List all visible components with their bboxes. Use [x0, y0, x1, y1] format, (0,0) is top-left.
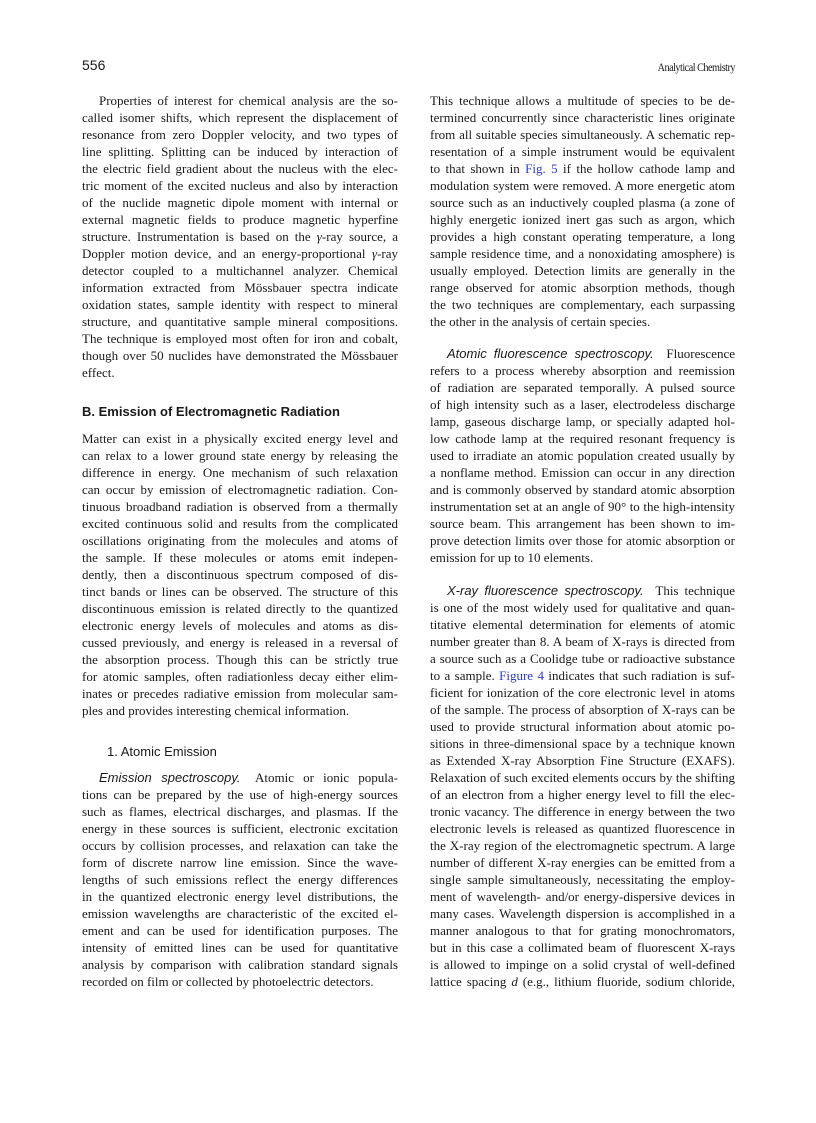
text-run: This technique	[649, 583, 735, 598]
text-line: ement and can be used for identification purposes. The	[82, 923, 398, 938]
paragraph-mossbauer-properties	[82, 92, 398, 381]
text-line: as Extended X-ray Absorption Fine Structure (EXAFS).	[430, 753, 735, 768]
text-line: the other in the analysis of certain species.	[430, 314, 651, 329]
text-line: tinuous broadband radiation is observed from a thermally	[82, 499, 398, 514]
text-line: of high intensity such as a laser, electrodeless discharge	[430, 397, 735, 412]
text-line: tions can be prepared by the use of high-energy sources	[82, 787, 398, 802]
text-line: for atomic samples, often radiationless decay either elim-	[82, 669, 398, 684]
text-line: termined concurrently since characteristic lines originate	[430, 110, 735, 125]
text-line: provides a high constant operating temperature, a long	[430, 229, 735, 244]
figure-link[interactable]: Fig. 5	[525, 161, 558, 176]
text-line: titative elemental determination for elements of atomic	[430, 617, 735, 632]
text-line: tronic vacancy. The difference in energy between the two	[430, 804, 735, 819]
text-line: number greater than 8. A beam of X-rays is directed from	[430, 634, 735, 649]
text-line: range observed for atomic absorption methods, though	[430, 280, 735, 295]
text-line: lengths of such emissions reflect the energy differences	[82, 872, 398, 887]
math-variable: γ	[316, 229, 322, 244]
paragraph-emission-spectroscopy	[82, 769, 398, 990]
text-line: the electric field gradient about the nucleus with the elec-	[82, 161, 398, 176]
text-line: of the sample. The process of absorption of X-rays can be	[430, 702, 735, 717]
paragraph-icp-technique	[430, 92, 735, 330]
text-line: source such as an inductively coupled plasma (a zone of	[430, 195, 735, 210]
text-run: lattice spacing	[430, 974, 512, 989]
text-line: emission for up to 10 elements.	[430, 550, 594, 565]
text-line: used to provide structural information about atomic po-	[430, 719, 735, 734]
text-line: ples and provides interesting chemical information.	[82, 703, 350, 718]
text-line: recorded on film or collected by photoelectric detectors.	[82, 974, 374, 989]
text-line: the sample. If these molecules or atoms emit indepen-	[82, 550, 398, 565]
text-run: to that shown in	[430, 161, 526, 176]
text-line: low cathode lamp at the required resonant frequency is	[430, 431, 735, 446]
text-line: line splitting. Splitting can be induced by interaction of	[82, 144, 398, 159]
text-line: ment of wavelength- and/or energy-dispersive devices in	[430, 889, 735, 904]
text-line: external magnetic fields to produce magnetic hyperfine	[82, 212, 398, 227]
paragraph-atomic-fluorescence	[430, 345, 735, 566]
text-line: refers to a process whereby absorption and reemission	[430, 363, 735, 378]
text-line: inates or precedes radiative emission from molecular sam-	[82, 686, 398, 701]
text-run: structure. Instrumentation is based on the	[82, 229, 317, 244]
page-number: 556	[82, 57, 106, 73]
text-line: structure, and quantitative sample mineral compositions.	[82, 314, 398, 329]
text-line: Matter can exist in a physically excited energy level and	[82, 431, 398, 446]
run-in-heading: Emission spectroscopy.	[99, 770, 241, 785]
text-line: is one of the most widely used for qualitative and quan-	[430, 600, 735, 615]
run-in-heading: Atomic fluorescence spectroscopy.	[447, 346, 654, 361]
text-line: usually employed. Detection limits are generally in the	[430, 263, 735, 278]
text-line: instrumentation set at an angle of 90° to the high-intensity	[430, 499, 735, 514]
text-line: many cases. Wavelength dispersion is accomplished in a	[430, 906, 735, 921]
text-line: sitions in three-dimensional space by a technique known	[430, 736, 735, 751]
text-line: of radiation are separated temporally. A pulsed source	[430, 380, 735, 395]
text-line	[430, 160, 735, 177]
text-line: can occur by emission of electromagnetic radiation. Con-	[82, 482, 398, 497]
running-header-journal-title: Analytical Chemistry	[657, 60, 735, 74]
section-heading-emission: B. Emission of Electromagnetic Radiation	[82, 404, 340, 419]
text-line: cussed previously, and energy is released in a reversal of	[82, 635, 398, 650]
text-line: sample residence time, and a nonoxidating amosphere) is	[430, 246, 735, 261]
text-line: oscillations originating from the molecules and atoms of	[82, 533, 398, 548]
text-line: excited continuous solid and results from the complicated	[82, 516, 398, 531]
text-line: highly energetic ionized inert gas such as argon, which	[430, 212, 735, 227]
text-line: but in this case a collimated beam of fluorescent X-rays	[430, 940, 735, 955]
text-line: manner analogous to that for grating monochromators,	[430, 923, 735, 938]
text-line: tric moment of the excited nucleus and also by interaction	[82, 178, 398, 193]
text-run: -ray source, a	[321, 229, 398, 244]
text-line: difference in energy. One mechanism of such relaxation	[82, 465, 398, 480]
paragraph-emission-intro	[82, 430, 398, 719]
text-line: intensity of emitted lines can be used for quantitative	[82, 940, 398, 955]
text-line: form of discrete narrow line emission. Since the wave-	[82, 855, 398, 870]
text-line: of an electron from a higher energy level to fill the elec-	[430, 787, 735, 802]
text-run: Doppler motion device, and an energy-proportional	[82, 246, 372, 261]
text-line: ficient for ionization of the core electronic level in atoms	[430, 685, 735, 700]
text-line: such as flames, electrical discharges, and plasmas. If the	[82, 804, 398, 819]
text-line: analysis by comparison with calibration standard signals	[82, 957, 398, 972]
text-line: oxidation states, sample identity with respect to mineral	[82, 297, 398, 312]
text-line: prove detection limits over those for atomic absorption or	[430, 533, 735, 548]
text-run: if the hollow cathode lamp and	[557, 161, 735, 176]
text-line	[82, 245, 398, 262]
text-run: Atomic or ionic popula-	[246, 770, 398, 785]
text-line: electronic energy levels of molecules and atoms as dis-	[82, 618, 398, 633]
text-line	[430, 667, 735, 684]
text-line: single sample simultaneously, necessitating the employ-	[430, 872, 735, 887]
text-line: The technique is employed most often for iron and cobalt,	[82, 331, 398, 346]
text-line: a nonflame method. Emission can occur in any direction	[430, 465, 735, 480]
text-run: Fluorescence	[659, 346, 735, 361]
run-in-heading: X-ray fluorescence spectroscopy.	[447, 583, 644, 598]
math-variable: d	[511, 974, 518, 989]
text-line: dently, then a discontinuous spectrum composed of dis-	[82, 567, 398, 582]
text-line: source beam. This arrangement has been shown to im-	[430, 516, 735, 531]
paragraph-xray-fluorescence	[430, 582, 735, 990]
text-line: of the nuclide magnetic dipole moment with internal or	[82, 195, 398, 210]
text-line: Relaxation of such excited elements occurs by the shifting	[430, 770, 735, 785]
text-run: to a sample.	[430, 668, 500, 683]
text-line	[82, 228, 398, 245]
text-line: detector coupled to a multichannel analyzer. Chemical	[82, 263, 398, 278]
text-line: called isomer shifts, which represent the displacement of	[82, 110, 398, 125]
figure-link[interactable]: Figure 4	[499, 668, 544, 683]
text-line: resentation of a simple instrument would be equivalent	[430, 144, 735, 159]
text-line: number of different X-ray energies can be emitted from a	[430, 855, 735, 870]
text-run: (e.g., lithium fluoride, sodium chloride,	[517, 974, 735, 989]
text-line: tinct bands or lines can be observed. The structure of this	[82, 584, 398, 599]
text-line: in the quantized electronic energy level distributions, the	[82, 889, 398, 904]
text-line: is allowed to impinge on a solid crystal of well-defined	[430, 957, 735, 972]
text-line: resonance from zero Doppler velocity, and two types of	[82, 127, 398, 142]
text-line: energy in these sources is sufficient, electronic excitation	[82, 821, 398, 836]
text-line: from all suitable species simultaneously. A schematic rep-	[430, 127, 735, 142]
text-line	[82, 769, 398, 786]
text-line	[430, 582, 735, 599]
text-line: lamp, gaseous discharge lamp, or specially adapted hol-	[430, 414, 735, 429]
text-line: can relax to a lower ground state energy by releasing the	[82, 448, 398, 463]
text-line: used to irradiate an atomic population created usually by	[430, 448, 735, 463]
subsection-heading-atomic-emission: 1. Atomic Emission	[107, 744, 217, 759]
text-line: the X-ray region of the electromagnetic spectrum. A large	[430, 838, 735, 853]
text-line: discontinuous emission is related directly to the quantized	[82, 601, 398, 616]
text-line: effect.	[82, 365, 115, 380]
text-line: This technique allows a multitude of species to be de-	[430, 93, 735, 108]
text-line: the two techniques are complementary, each surpassing	[430, 297, 735, 312]
text-line	[430, 973, 735, 990]
text-line	[430, 345, 735, 362]
text-line: Properties of interest for chemical analysis are the so-	[99, 93, 398, 108]
text-line: information extracted from Mössbauer spectra indicate	[82, 280, 398, 295]
text-line: occurs by collision processes, and relaxation can take the	[82, 838, 398, 853]
text-line: emission wavelengths are characteristic of the excited el-	[82, 906, 398, 921]
text-line: modulation system were removed. A more energetic atom	[430, 178, 735, 193]
text-line: the absorption process. Though this can be strictly true	[82, 652, 398, 667]
text-line: a source such as a Coolidge tube or radioactive substance	[430, 651, 735, 666]
text-line: and is commonly observed by standard atomic absorption	[430, 482, 735, 497]
math-variable: γ	[371, 246, 378, 261]
text-run: indicates that such radiation is suf-	[543, 668, 735, 683]
text-run: -ray	[377, 246, 398, 261]
text-line: electronic levels is released as quantized fluorescence in	[430, 821, 735, 836]
text-line: though over 50 nuclides have demonstrated the Mössbauer	[82, 348, 398, 363]
